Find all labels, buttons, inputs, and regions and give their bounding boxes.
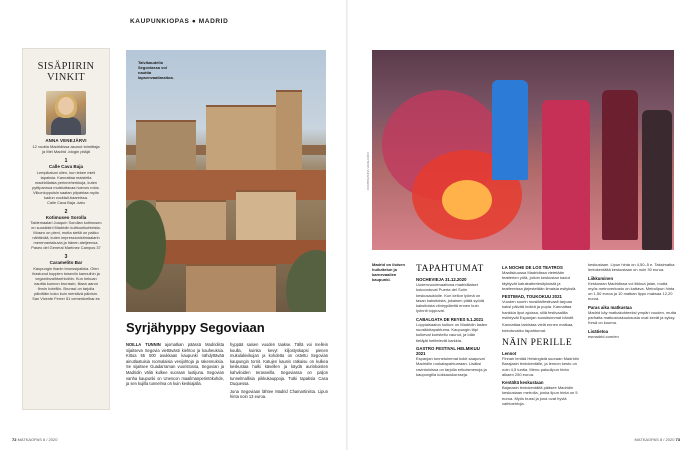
event-text: Uudenvuodenaattona madridilaiset kokoontuvat Puerta del Solin keskusaukiolle. Kun kellon lyömä on tasan kaksitoista, jokaisen pitää syödä kaksitoista viinirypälettä ennen kuin lyönnit loppuvat. <box>416 282 485 314</box>
article-text: ajomatkan päässä Madridista sijaitseva Segovia viettävästi kiehtoo ja kauheuksia. Kittoa 55 000 asukkaan kaupunki nähdyttävää ainutlaatuisia roomalaisia vesijohtoja ja rakennuksia. Se sijaitsee Guadarraman vuoristossa, Segovian ja Madridin väliä kulkee suoraan luotijuna. Segovian vanha kaupunki on Unescon maailmanperintökohde, ja sen kujilla tunnelma on kuin keskiajalla. <box>126 342 225 387</box>
practical-item-name: Liikkuminen <box>588 275 614 281</box>
author-description: 12 vuotta Madridissa asunut toimittaja ja Mei Madrid -blogin pitäjä <box>32 144 100 154</box>
event-text: Vuoden suurin musiikkifestivaali tarjoaa kaksi päivää indieä ja popia. Kannattaa hankkia liput ajoissa, sillä festivaalilla esiintyvät Espanjan suosituimmat bändit. <box>502 299 575 321</box>
events-getting-column <box>502 262 580 406</box>
tip-name: Caramelito Bar <box>49 260 83 265</box>
event-text: Maaliskuussa Madridissa vietetään teatterien yötä, jolloin keskustan kadut täyttyvät katuteatteriesityksistä ja teattereissa järjestetään ilmaisia esityksiä. <box>502 270 577 291</box>
author-name: ANNA VENEJÄRVI <box>45 138 87 143</box>
event-name: CABALGATA DE REYES 5.1.2021 <box>416 316 484 322</box>
magazine-name: MATKAOPAS 8 / 2020 <box>17 437 58 442</box>
getting-item-name: Kentältä keskustaan <box>502 380 544 386</box>
magazine-name: MATKAOPAS 8 / 2020 <box>634 437 675 442</box>
tip-name: Kotimuseo Sorolla <box>45 214 87 220</box>
tip-item <box>28 158 104 205</box>
event-text: Loppiaisaaton kulkue on Madridin lasten suosikkitapahtuma. Kaupungin läpi kulkevat koristeltu vaunut, ja Idän tietäjät heittelevät karkkia. <box>416 321 488 343</box>
page-gutter <box>346 0 348 450</box>
getting-there-title: NÄIN PERILLE <box>502 337 573 348</box>
tip-number: 3 <box>64 254 68 260</box>
page-number: 73 <box>675 437 680 442</box>
sidebar-title: SISÄPIIRIN VINKIT <box>37 61 95 83</box>
footer-left <box>12 437 57 442</box>
tip-item <box>28 209 104 251</box>
tip-number: 1 <box>64 158 68 164</box>
photo-caption: Talvikaudella Segoviassa voi nauttia lapsenvaatimaitoa. <box>138 60 174 80</box>
practical-item-name: Paras aika matkustaa <box>588 304 632 310</box>
article-lead: NOILLA TUNNIN <box>126 342 161 347</box>
tip-text: Lempikatuni ollen, kun tekee mieli tapaksia. Kannattaa maistella madridilaisia perinneherkkuja, kuten pyttipannua muistuttavaa huevos rotos. Viikonloppuisin saatan piipahtaa myös kadun cocktail-baareissa. <box>32 169 100 200</box>
article-column <box>126 342 224 387</box>
events-title: TAPAHTUMAT <box>416 264 484 274</box>
tip-number: 2 <box>64 208 68 215</box>
tip-text: Taidemaalari Joaquín Sorollan kotimuseo on suosikkini Madridin kulttuurikohteista. Museo on pieni, mutta sieltä on pakko nähtävää, kuten impressionistimaalarin merenrantakuvia ja hänen ateljeensa. <box>30 220 102 245</box>
tip-name: Calle Cava Baja <box>48 164 84 169</box>
article-text: hyppää saisen vuoden taakse. Tällä voi mellein kuulla, kuinka kevyt kiljostyskapsi pienen mukulakivikujan ja kohdetta on ostettu Segovian kaupungin tornit. Katujen kaunis ratkaisu on kulkea keskustaa halki kävellen ja käydä aurinkoisten kahviloiden terasseilla. Segoviassa on paljon tunnelmallisia pikkukauppoja. Tutki tapaksia Casa Duquessa. <box>230 342 328 387</box>
practical-item-name: Lisätietoa <box>588 328 609 334</box>
practical-info-column <box>588 262 678 339</box>
photo-credit: CORBIS/ANNA VENEJÄRVI <box>366 152 370 190</box>
carnival-photo <box>372 50 674 250</box>
event-text: Espanjan tunnetuimmat kokit saapuvat Madridiin ruokatapahtumaan. Lisäksi ravintoloissa on tarjolla erikoismenuja ja kaupungilla kokkauskursseja. <box>416 355 487 377</box>
getting-item-text: Bajarasin lentokentältä pääsee Madridin keskustaan metrolla, jonka lipun hinta on 5 euroa. Myös bussi ja juna ovat hyviä vaihtoehtoja. <box>502 385 578 407</box>
getting-item-name: Lennot <box>502 350 517 356</box>
events-note: Kannattaa tarkistaa vielä ennen matkaa, toteutuvatko tapahtumat. <box>502 322 574 333</box>
tip-info: Calle Cava Baja -katu <box>47 199 85 205</box>
segovia-photo <box>126 50 326 312</box>
footer-right <box>635 437 680 442</box>
getting-item-text: Finnair lentää Helsingistä suoraan Madridin Barajasin lentokentälle, ja lennon kesto on noin 4,5 tuntia. Meno-paluulipun hinta alkaen 250 euroa. <box>502 355 579 377</box>
practical-intro: keskustaan. Lipun hinta on 4,50–5 e. Taksimatka lentokentältä keskustaan on noin 30 euroa. <box>588 262 675 273</box>
article-column <box>230 342 328 400</box>
tip-item <box>28 254 104 301</box>
event-name: NOCHEVIEJA 31.12.2020 <box>416 277 467 282</box>
author-portrait <box>46 91 86 135</box>
page-number: 72 <box>12 437 17 442</box>
event-name: GASTRO FESTIVAL HELMIKUU 2021 <box>416 345 480 356</box>
events-column <box>416 264 488 377</box>
tip-info: San Vicente Ferrer 51 cementcelbar.es <box>32 295 100 301</box>
insider-tips-sidebar <box>22 48 110 410</box>
event-name: FESTIMAD, TOUKOKUU 2021 <box>502 294 562 300</box>
practical-item-text: Keskustan Madridissa voi liikkua jalan, mutta myös metroverkosto on kattava. Metrolipun hinta on 1,50 euroa ja 10 matkan lippu maksaa 12,20 euroa. <box>588 280 675 302</box>
article-info: Juna Segoviaan lähtee Madrid Chamartinista. Lipun hinta noin 13 euroa. <box>230 388 328 400</box>
tip-text: Kaupungin ihanin brunssipaikka. Olen ihastunut kuppien toiseviin kannuihin ja veganiinvaihtoehtoihin. Kun hekuan nauttia kunnon brunssin, tilaan aaron finnin hotelliin. Brunssi on tarjolla päivittäin koko kuin mentävä päivisin. <box>32 265 100 296</box>
practical-item-text: Madrid käy matkakohteeksi ympäri vuoden, mutta parhaita matkustuskuukausia ovat kevät ja syksy. Kesä on kuuma. <box>588 309 677 326</box>
article-headline: Syrjähyppy Segoviaan <box>126 320 265 335</box>
tip-info: Paseo del General Martínez Campos 37 <box>31 245 101 250</box>
event-name: LA NOCHE DE LOS TEATROS <box>502 265 563 270</box>
website-link[interactable]: esmadrid.com/en <box>588 333 619 339</box>
section-kicker: KAUPUNKIOPAS ● MADRID <box>130 18 229 25</box>
photo-caption: Madrid on iloisen hulluttelun ja karnevaalien kaupunki. <box>372 262 405 282</box>
